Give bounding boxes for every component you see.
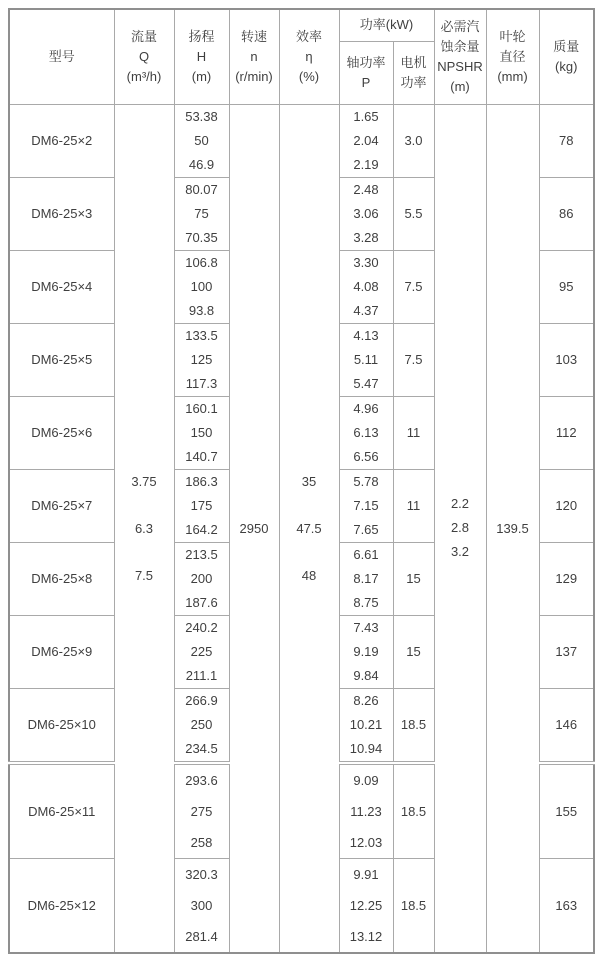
weight-cell-value: 86 [559, 206, 574, 221]
shaft-power-cell-value: 5.11 [353, 351, 379, 367]
col-header-motor-power-line: 电机 [400, 54, 427, 70]
col-header-speed [229, 9, 279, 104]
head-cell-value: 200 [190, 570, 213, 586]
shaft-power-cell-value: 6.61 [353, 546, 379, 562]
npshr-cell-value: 3.2 [450, 544, 470, 560]
head-cell-value: 80.07 [185, 181, 218, 197]
weight-cell-value: 163 [555, 897, 578, 913]
shaft-power-cell-value: 8.75 [353, 594, 379, 610]
head-cell-value: 187.6 [185, 594, 218, 610]
shaft-power-cell [339, 396, 393, 469]
model-cell [9, 396, 114, 469]
weight-cell [539, 858, 594, 953]
shaft-power-cell [339, 858, 393, 953]
head-cell-value: 225 [190, 643, 213, 659]
shaft-power-cell [339, 323, 393, 396]
col-header-motor-power [393, 41, 434, 104]
shaft-power-cell [339, 469, 393, 542]
model-cell-value: DM6-25×6 [31, 425, 93, 440]
motor-power-cell [393, 858, 434, 953]
model-cell [9, 323, 114, 396]
shaft-power-cell-value: 2.04 [353, 132, 379, 148]
shaft-power-cell-value: 11.23 [350, 803, 382, 819]
weight-cell-value: 103 [555, 352, 578, 367]
shaft-power-cell [339, 177, 393, 250]
col-header-flow-line: 流量 [130, 28, 157, 44]
head-cell-value: 70.35 [185, 229, 218, 245]
head-cell [174, 177, 229, 250]
head-cell-value: 320.3 [185, 866, 218, 882]
head-cell-value: 211.1 [185, 667, 218, 683]
shaft-power-cell-value: 6.13 [353, 424, 379, 440]
flow-cell [114, 104, 174, 953]
weight-cell [539, 250, 594, 323]
motor-power-cell [393, 542, 434, 615]
motor-power-cell-value: 3.0 [404, 133, 423, 148]
motor-power-cell-value: 7.5 [404, 279, 423, 294]
shaft-power-cell-value: 1.65 [353, 108, 379, 124]
col-header-weight-line: 质量 [553, 38, 580, 54]
model-cell-value: DM6-25×2 [31, 133, 93, 148]
weight-cell [539, 688, 594, 763]
weight-cell [539, 177, 594, 250]
shaft-power-cell-value: 9.09 [353, 772, 379, 788]
head-cell [174, 323, 229, 396]
head-cell-value: 100 [190, 278, 213, 294]
model-cell [9, 763, 114, 859]
col-header-efficiency-line: 效率 [295, 28, 322, 44]
head-cell-value: 164.2 [185, 521, 218, 537]
shaft-power-cell-value: 7.43 [353, 619, 379, 635]
model-cell [9, 250, 114, 323]
col-header-speed-line: (r/min) [235, 68, 273, 84]
head-cell-value: 53.38 [185, 108, 218, 124]
head-cell-value: 140.7 [185, 448, 218, 464]
col-header-motor-power-line: 功率 [400, 74, 427, 90]
head-cell-value: 46.9 [188, 156, 215, 172]
motor-power-cell-value: 18.5 [400, 897, 427, 913]
flow-cell-value: 7.5 [134, 567, 154, 583]
col-header-shaft-power-line: P [361, 74, 371, 90]
impeller-diameter-cell [486, 104, 539, 953]
weight-cell [539, 542, 594, 615]
model-cell-value: DM6-25×3 [31, 206, 93, 221]
weight-cell-value: 129 [555, 571, 578, 586]
efficiency-cell-value: 35 [301, 473, 317, 489]
head-cell-value: 117.3 [185, 375, 218, 391]
col-header-power-group-label: 功率(kW) [359, 17, 414, 33]
model-cell [9, 104, 114, 177]
col-header-efficiency-line: (%) [298, 68, 320, 84]
head-cell-value: 133.5 [185, 327, 218, 343]
head-cell [174, 615, 229, 688]
head-cell [174, 763, 229, 859]
shaft-power-cell-value: 7.65 [353, 521, 379, 537]
model-cell-value: DM6-25×10 [27, 717, 96, 732]
col-header-npshr-line: NPSHR [437, 58, 483, 74]
weight-cell [539, 469, 594, 542]
shaft-power-cell-value: 3.06 [353, 205, 379, 221]
efficiency-cell [279, 104, 339, 953]
col-header-speed-line: 转速 [240, 28, 267, 44]
head-cell-value: 250 [190, 716, 213, 732]
weight-cell-value: 155 [555, 803, 578, 819]
col-header-shaft-power [339, 41, 393, 104]
motor-power-cell [393, 469, 434, 542]
head-cell [174, 858, 229, 953]
model-cell [9, 469, 114, 542]
model-cell-value: DM6-25×12 [27, 897, 96, 913]
speed-cell [229, 104, 279, 953]
shaft-power-cell-value: 2.19 [353, 156, 379, 172]
flow-cell-value: 6.3 [134, 520, 154, 536]
head-cell [174, 688, 229, 763]
shaft-power-cell [339, 688, 393, 763]
shaft-power-cell [339, 615, 393, 688]
table-body [9, 104, 594, 953]
speed-cell-value: 2950 [239, 520, 269, 536]
shaft-power-cell-value: 2.48 [353, 181, 379, 197]
col-header-head-line: (m) [191, 68, 212, 84]
efficiency-cell-value: 47.5 [296, 520, 322, 536]
model-cell [9, 858, 114, 953]
shaft-power-cell-value: 9.84 [353, 667, 379, 683]
col-header-efficiency [279, 9, 339, 104]
motor-power-cell [393, 177, 434, 250]
model-cell-value: DM6-25×8 [31, 571, 93, 586]
col-header-weight-line: (kg) [555, 58, 578, 74]
model-cell-value: DM6-25×9 [31, 644, 93, 659]
col-header-npshr-line: 蚀余量 [440, 38, 480, 54]
head-cell-value: 293.6 [185, 772, 218, 788]
weight-cell [539, 396, 594, 469]
shaft-power-cell [339, 763, 393, 859]
model-cell [9, 542, 114, 615]
shaft-power-cell-value: 3.30 [353, 254, 379, 270]
shaft-power-cell-value: 8.26 [353, 692, 379, 708]
shaft-power-cell-value: 6.56 [353, 448, 379, 464]
motor-power-cell-value: 5.5 [404, 206, 423, 221]
col-header-flow [114, 9, 174, 104]
npshr-cell-value: 2.8 [450, 520, 470, 536]
head-cell [174, 469, 229, 542]
col-header-model-label: 型号 [48, 48, 75, 64]
col-header-impeller-diameter [486, 9, 539, 104]
model-cell-value: DM6-25×4 [31, 279, 93, 294]
head-cell-value: 213.5 [185, 546, 218, 562]
model-cell [9, 615, 114, 688]
weight-cell-value: 78 [559, 133, 574, 148]
npshr-cell-value: 2.2 [450, 496, 470, 512]
col-header-npshr-line: 必需汽 [440, 18, 480, 34]
weight-cell [539, 763, 594, 859]
shaft-power-cell-value: 8.17 [353, 570, 379, 586]
shaft-power-cell-value: 9.19 [353, 643, 379, 659]
weight-cell-value: 95 [559, 279, 574, 294]
motor-power-cell [393, 763, 434, 859]
col-header-head-line: 扬程 [188, 28, 215, 44]
motor-power-cell [393, 688, 434, 763]
efficiency-cell-value: 48 [301, 567, 317, 583]
col-header-flow-line: (m³/h) [126, 68, 162, 84]
head-cell-value: 234.5 [185, 740, 218, 756]
model-cell-value: DM6-25×11 [28, 803, 96, 819]
flow-cell-value: 3.75 [131, 473, 157, 489]
motor-power-cell [393, 396, 434, 469]
col-header-power-group [339, 9, 434, 41]
motor-power-cell [393, 323, 434, 396]
head-cell-value: 275 [190, 803, 213, 819]
motor-power-cell-value: 18.5 [400, 803, 427, 819]
model-cell-value: DM6-25×5 [31, 352, 93, 367]
head-cell-value: 160.1 [185, 400, 218, 416]
head-cell-value: 175 [190, 497, 213, 513]
shaft-power-cell [339, 104, 393, 177]
head-cell [174, 250, 229, 323]
shaft-power-cell-value: 10.94 [349, 740, 383, 756]
model-cell [9, 177, 114, 250]
motor-power-cell [393, 250, 434, 323]
head-cell-value: 125 [190, 351, 213, 367]
weight-cell-value: 146 [555, 717, 578, 732]
head-cell-value: 300 [190, 897, 213, 913]
shaft-power-cell-value: 7.15 [353, 497, 379, 513]
impeller-diameter-cell-value: 139.5 [496, 520, 529, 536]
col-header-impeller-diameter-line: 叶轮 [499, 28, 526, 44]
col-header-head [174, 9, 229, 104]
shaft-power-cell-value: 5.78 [353, 473, 379, 489]
col-header-flow-line: Q [138, 48, 150, 64]
shaft-power-cell-value: 12.03 [349, 834, 383, 850]
shaft-power-cell-value: 4.37 [353, 302, 379, 318]
col-header-npshr [434, 9, 486, 104]
head-cell [174, 396, 229, 469]
motor-power-cell-value: 15 [406, 644, 421, 659]
weight-cell [539, 615, 594, 688]
head-cell-value: 50 [194, 132, 209, 148]
head-cell-value: 281.4 [185, 928, 218, 944]
col-header-efficiency-line: η [305, 48, 313, 64]
head-cell-value: 186.3 [185, 473, 218, 489]
shaft-power-cell [339, 250, 393, 323]
motor-power-cell-value: 18.5 [400, 717, 427, 732]
shaft-power-cell-value: 4.13 [353, 327, 379, 343]
npshr-cell [434, 104, 486, 953]
shaft-power-cell-value: 13.12 [349, 928, 383, 944]
motor-power-cell-value: 11 [406, 425, 421, 440]
col-header-shaft-power-line: 轴功率 [346, 54, 386, 70]
head-cell-value: 266.9 [185, 692, 218, 708]
weight-cell-value: 120 [555, 498, 578, 513]
weight-cell-value: 137 [555, 644, 578, 659]
shaft-power-cell-value: 10.21 [349, 716, 383, 732]
col-header-weight [539, 9, 594, 104]
head-cell-value: 93.8 [188, 302, 215, 318]
head-cell [174, 542, 229, 615]
col-header-head-line: H [196, 48, 207, 64]
shaft-power-cell-value: 12.25 [349, 897, 383, 913]
weight-cell-value: 112 [555, 425, 577, 440]
head-cell [174, 104, 229, 177]
table-header [9, 9, 594, 104]
head-cell-value: 240.2 [185, 619, 218, 635]
col-header-npshr-line: (m) [450, 78, 470, 94]
shaft-power-cell-value: 3.28 [353, 229, 379, 245]
pump-spec-table [8, 8, 595, 954]
shaft-power-cell-value: 5.47 [353, 375, 379, 391]
motor-power-cell [393, 104, 434, 177]
col-header-speed-line: n [250, 48, 258, 64]
shaft-power-cell-value: 9.91 [353, 866, 379, 882]
head-cell-value: 75 [194, 205, 209, 221]
col-header-impeller-diameter-line: (mm) [497, 68, 528, 84]
head-cell-value: 258 [190, 834, 213, 850]
shaft-power-cell-value: 4.08 [353, 278, 379, 294]
model-cell-value: DM6-25×7 [31, 498, 93, 513]
motor-power-cell-value: 7.5 [404, 352, 423, 367]
shaft-power-cell [339, 542, 393, 615]
motor-power-cell-value: 11 [406, 498, 421, 513]
motor-power-cell-value: 15 [406, 571, 421, 586]
col-header-model [9, 9, 114, 104]
motor-power-cell [393, 615, 434, 688]
head-cell-value: 150 [190, 424, 213, 440]
weight-cell [539, 323, 594, 396]
weight-cell [539, 104, 594, 177]
col-header-impeller-diameter-line: 直径 [499, 48, 526, 64]
table-row [9, 104, 594, 177]
head-cell-value: 106.8 [185, 254, 218, 270]
shaft-power-cell-value: 4.96 [353, 400, 379, 416]
model-cell [9, 688, 114, 763]
